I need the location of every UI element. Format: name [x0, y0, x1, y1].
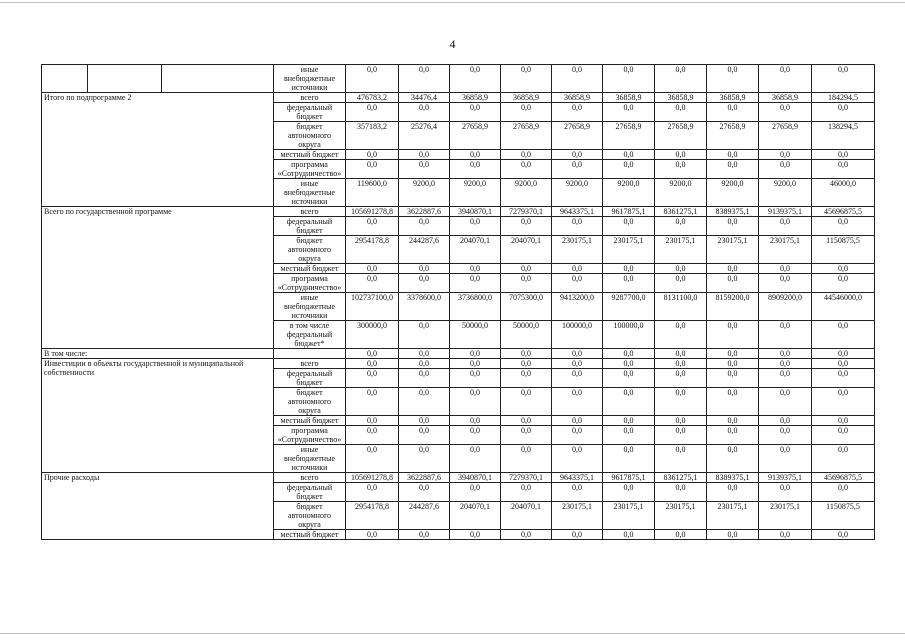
source-cell: федеральный бюджет [274, 483, 346, 502]
value-cell: 0,0 [707, 150, 759, 160]
value-cell: 45696875,5 [812, 207, 875, 217]
value-cell: 0,0 [655, 274, 707, 293]
source-cell: программа «Сотрудничество» [274, 426, 346, 445]
value-cell: 3378600,0 [399, 293, 450, 321]
top-scan-border [0, 2, 905, 3]
value-cell: 0,0 [501, 369, 552, 388]
value-cell: 9643375,1 [552, 207, 603, 217]
value-cell: 0,0 [812, 483, 875, 502]
value-cell: 0,0 [655, 483, 707, 502]
value-cell: 0,0 [707, 264, 759, 274]
value-cell: 0,0 [450, 103, 501, 122]
value-cell: 0,0 [552, 530, 603, 540]
value-cell: 0,0 [603, 274, 655, 293]
value-cell: 0,0 [655, 264, 707, 274]
value-cell: 3736800,0 [450, 293, 501, 321]
value-cell: 230175,1 [603, 236, 655, 264]
value-cell: 0,0 [603, 359, 655, 369]
section-label: Прочие расходы [42, 473, 274, 540]
value-cell: 36858,9 [655, 93, 707, 103]
value-cell: 0,0 [346, 103, 399, 122]
value-cell: 204070,1 [450, 236, 501, 264]
value-cell: 0,0 [552, 160, 603, 179]
value-cell: 0,0 [346, 359, 399, 369]
value-cell: 119600,0 [346, 179, 399, 207]
value-cell: 300000,0 [346, 321, 399, 349]
value-cell: 0,0 [552, 264, 603, 274]
value-cell: 230175,1 [759, 502, 812, 530]
value-cell: 0,0 [759, 426, 812, 445]
value-cell: 0,0 [655, 160, 707, 179]
value-cell: 0,0 [812, 426, 875, 445]
table-row [42, 207, 875, 217]
value-cell: 46000,0 [812, 179, 875, 207]
value-cell: 0,0 [603, 369, 655, 388]
value-cell: 0,0 [812, 416, 875, 426]
budget-table [41, 64, 875, 540]
table-row [42, 65, 875, 93]
value-cell: 230175,1 [655, 236, 707, 264]
value-cell: 0,0 [399, 349, 450, 359]
value-cell: 0,0 [603, 483, 655, 502]
value-cell: 9200,0 [450, 179, 501, 207]
source-cell: бюджет автономного округа [274, 502, 346, 530]
value-cell: 3940870,1 [450, 207, 501, 217]
value-cell: 0,0 [399, 483, 450, 502]
value-cell: 0,0 [552, 359, 603, 369]
value-cell: 9200,0 [603, 179, 655, 207]
value-cell: 0,0 [603, 65, 655, 93]
value-cell: 0,0 [812, 264, 875, 274]
value-cell: 204070,1 [501, 502, 552, 530]
value-cell: 3622887,6 [399, 473, 450, 483]
value-cell: 0,0 [603, 530, 655, 540]
value-cell: 8389375,1 [707, 207, 759, 217]
value-cell: 0,0 [552, 416, 603, 426]
value-cell: 0,0 [501, 388, 552, 416]
value-cell: 0,0 [501, 103, 552, 122]
value-cell: 230175,1 [655, 502, 707, 530]
section-label: В том числе: [42, 349, 274, 359]
value-cell: 0,0 [707, 103, 759, 122]
value-cell: 0,0 [552, 445, 603, 473]
value-cell: 0,0 [346, 445, 399, 473]
value-cell: 0,0 [655, 150, 707, 160]
value-cell: 0,0 [655, 103, 707, 122]
value-cell: 0,0 [399, 388, 450, 416]
source-cell: местный бюджет [274, 264, 346, 274]
source-cell: всего [274, 93, 346, 103]
value-cell: 0,0 [501, 217, 552, 236]
value-cell: 100000,0 [603, 321, 655, 349]
value-cell: 7279370,1 [501, 207, 552, 217]
value-cell: 0,0 [346, 264, 399, 274]
value-cell: 0,0 [552, 388, 603, 416]
value-cell: 100000,0 [552, 321, 603, 349]
value-cell: 0,0 [450, 349, 501, 359]
value-cell: 9200,0 [655, 179, 707, 207]
value-cell: 0,0 [346, 416, 399, 426]
value-cell: 9200,0 [399, 179, 450, 207]
source-cell: всего [274, 473, 346, 483]
value-cell: 0,0 [655, 369, 707, 388]
value-cell: 357183,2 [346, 122, 399, 150]
empty-cell [88, 65, 162, 93]
value-cell: 0,0 [450, 426, 501, 445]
table-row [42, 93, 875, 103]
value-cell: 0,0 [501, 416, 552, 426]
value-cell: 9617875,1 [603, 207, 655, 217]
value-cell: 0,0 [812, 530, 875, 540]
value-cell: 0,0 [399, 416, 450, 426]
value-cell: 0,0 [707, 217, 759, 236]
value-cell: 36858,9 [450, 93, 501, 103]
value-cell: 27658,9 [501, 122, 552, 150]
value-cell: 0,0 [450, 530, 501, 540]
value-cell: 105691278,8 [346, 207, 399, 217]
value-cell: 0,0 [501, 65, 552, 93]
value-cell: 0,0 [655, 321, 707, 349]
value-cell: 0,0 [399, 217, 450, 236]
value-cell: 0,0 [707, 160, 759, 179]
value-cell: 0,0 [759, 359, 812, 369]
value-cell: 0,0 [759, 217, 812, 236]
source-cell: федеральный бюджет [274, 369, 346, 388]
value-cell: 230175,1 [759, 236, 812, 264]
value-cell: 0,0 [759, 369, 812, 388]
table-row [42, 473, 875, 483]
value-cell: 36858,9 [603, 93, 655, 103]
value-cell: 0,0 [655, 426, 707, 445]
value-cell: 0,0 [501, 264, 552, 274]
value-cell: 0,0 [552, 483, 603, 502]
value-cell: 230175,1 [552, 502, 603, 530]
value-cell: 9643375,1 [552, 473, 603, 483]
value-cell: 0,0 [759, 103, 812, 122]
value-cell: 0,0 [450, 445, 501, 473]
value-cell: 0,0 [707, 349, 759, 359]
value-cell: 0,0 [399, 264, 450, 274]
value-cell: 9413200,0 [552, 293, 603, 321]
value-cell: 0,0 [450, 388, 501, 416]
value-cell: 0,0 [812, 388, 875, 416]
value-cell: 230175,1 [552, 236, 603, 264]
value-cell: 0,0 [450, 369, 501, 388]
value-cell: 0,0 [812, 150, 875, 160]
source-cell: иные внебюджетные источники [274, 293, 346, 321]
value-cell: 36858,9 [552, 93, 603, 103]
empty-cell [42, 65, 88, 93]
page-number: 4 [449, 37, 456, 51]
value-cell: 0,0 [501, 426, 552, 445]
value-cell: 0,0 [812, 369, 875, 388]
value-cell: 0,0 [759, 150, 812, 160]
value-cell: 8159200,0 [707, 293, 759, 321]
source-cell: местный бюджет [274, 150, 346, 160]
value-cell: 0,0 [346, 426, 399, 445]
value-cell: 9139375,1 [759, 207, 812, 217]
value-cell: 3622887,6 [399, 207, 450, 217]
value-cell: 0,0 [346, 530, 399, 540]
value-cell: 0,0 [552, 349, 603, 359]
value-cell: 45696875,5 [812, 473, 875, 483]
value-cell: 0,0 [707, 65, 759, 93]
value-cell: 36858,9 [501, 93, 552, 103]
value-cell: 0,0 [707, 426, 759, 445]
source-cell: иные внебюджетные источники [274, 179, 346, 207]
table-row [42, 359, 875, 369]
source-cell: программа «Сотрудничество» [274, 274, 346, 293]
value-cell: 0,0 [759, 160, 812, 179]
value-cell: 0,0 [399, 150, 450, 160]
value-cell: 0,0 [346, 65, 399, 93]
value-cell: 27658,9 [603, 122, 655, 150]
value-cell: 204070,1 [450, 502, 501, 530]
value-cell: 0,0 [603, 150, 655, 160]
value-cell: 0,0 [707, 274, 759, 293]
value-cell: 0,0 [399, 445, 450, 473]
section-label: Инвестиции в объекты государственной и муниципальной собственности [42, 359, 274, 473]
value-cell: 0,0 [812, 160, 875, 179]
value-cell: 2954178,8 [346, 502, 399, 530]
value-cell: 0,0 [399, 65, 450, 93]
value-cell: 0,0 [655, 359, 707, 369]
source-cell: в том числе федеральный бюджет* [274, 321, 346, 349]
source-cell: местный бюджет [274, 416, 346, 426]
section-label: Всего по государственной программе [42, 207, 274, 349]
value-cell: 0,0 [812, 359, 875, 369]
value-cell: 0,0 [707, 359, 759, 369]
value-cell: 0,0 [346, 217, 399, 236]
value-cell: 27658,9 [450, 122, 501, 150]
source-cell [274, 349, 346, 359]
value-cell: 8909200,0 [759, 293, 812, 321]
value-cell: 0,0 [603, 103, 655, 122]
empty-cell [162, 65, 274, 93]
value-cell: 34476,4 [399, 93, 450, 103]
value-cell: 105691278,8 [346, 473, 399, 483]
table-row [42, 349, 875, 359]
value-cell: 1150875,5 [812, 236, 875, 264]
value-cell: 0,0 [759, 65, 812, 93]
value-cell: 0,0 [346, 349, 399, 359]
value-cell: 102737100,0 [346, 293, 399, 321]
source-cell: бюджет автономного округа [274, 122, 346, 150]
section-label: Итого по подпрограмме 2 [42, 93, 274, 207]
value-cell: 36858,9 [759, 93, 812, 103]
value-cell: 0,0 [399, 359, 450, 369]
value-cell: 0,0 [655, 217, 707, 236]
value-cell: 0,0 [759, 274, 812, 293]
value-cell: 0,0 [812, 321, 875, 349]
source-cell: всего [274, 207, 346, 217]
value-cell: 9200,0 [707, 179, 759, 207]
source-cell: иные внебюджетные источники [274, 445, 346, 473]
value-cell: 0,0 [707, 388, 759, 416]
value-cell: 0,0 [346, 160, 399, 179]
value-cell: 0,0 [603, 264, 655, 274]
value-cell: 0,0 [552, 369, 603, 388]
value-cell: 0,0 [399, 369, 450, 388]
value-cell: 0,0 [501, 160, 552, 179]
value-cell: 230175,1 [707, 502, 759, 530]
value-cell: 0,0 [707, 369, 759, 388]
value-cell: 9287700,0 [603, 293, 655, 321]
value-cell: 0,0 [501, 445, 552, 473]
value-cell: 0,0 [450, 483, 501, 502]
value-cell: 36858,9 [707, 93, 759, 103]
value-cell: 0,0 [399, 274, 450, 293]
value-cell: 244287,6 [399, 236, 450, 264]
value-cell: 0,0 [450, 264, 501, 274]
value-cell: 0,0 [501, 530, 552, 540]
value-cell: 50000,0 [450, 321, 501, 349]
source-cell: федеральный бюджет [274, 217, 346, 236]
value-cell: 0,0 [759, 483, 812, 502]
value-cell: 0,0 [399, 321, 450, 349]
value-cell: 0,0 [399, 160, 450, 179]
source-cell: бюджет автономного округа [274, 236, 346, 264]
value-cell: 0,0 [399, 426, 450, 445]
value-cell: 244287,6 [399, 502, 450, 530]
value-cell: 0,0 [552, 150, 603, 160]
value-cell: 8361275,1 [655, 473, 707, 483]
value-cell: 0,0 [707, 483, 759, 502]
value-cell: 0,0 [655, 388, 707, 416]
value-cell: 0,0 [655, 530, 707, 540]
source-cell: программа «Сотрудничество» [274, 160, 346, 179]
value-cell: 0,0 [501, 274, 552, 293]
value-cell: 0,0 [501, 150, 552, 160]
value-cell: 0,0 [812, 217, 875, 236]
value-cell: 8361275,1 [655, 207, 707, 217]
value-cell: 44546000,0 [812, 293, 875, 321]
value-cell: 2954178,8 [346, 236, 399, 264]
value-cell: 0,0 [450, 65, 501, 93]
value-cell: 9200,0 [759, 179, 812, 207]
value-cell: 0,0 [552, 103, 603, 122]
source-cell: иные внебюджетные источники [274, 65, 346, 93]
value-cell: 0,0 [603, 388, 655, 416]
value-cell: 0,0 [552, 217, 603, 236]
value-cell: 0,0 [450, 274, 501, 293]
value-cell: 9200,0 [501, 179, 552, 207]
value-cell: 0,0 [759, 349, 812, 359]
value-cell: 7075300,0 [501, 293, 552, 321]
value-cell: 0,0 [655, 445, 707, 473]
value-cell: 9617875,1 [603, 473, 655, 483]
value-cell: 0,0 [655, 65, 707, 93]
value-cell: 0,0 [346, 388, 399, 416]
value-cell: 0,0 [603, 416, 655, 426]
value-cell: 0,0 [450, 416, 501, 426]
value-cell: 0,0 [759, 530, 812, 540]
value-cell: 0,0 [603, 217, 655, 236]
value-cell: 27658,9 [552, 122, 603, 150]
value-cell: 0,0 [346, 274, 399, 293]
source-cell: местный бюджет [274, 530, 346, 540]
value-cell: 3940870,1 [450, 473, 501, 483]
value-cell: 0,0 [450, 150, 501, 160]
value-cell: 25276,4 [399, 122, 450, 150]
value-cell: 230175,1 [707, 236, 759, 264]
value-cell: 0,0 [707, 321, 759, 349]
value-cell: 0,0 [603, 426, 655, 445]
value-cell: 0,0 [759, 321, 812, 349]
value-cell: 0,0 [501, 359, 552, 369]
value-cell: 27658,9 [707, 122, 759, 150]
value-cell: 8131100,0 [655, 293, 707, 321]
value-cell: 0,0 [759, 445, 812, 473]
value-cell: 138294,5 [812, 122, 875, 150]
value-cell: 0,0 [603, 160, 655, 179]
value-cell: 0,0 [346, 483, 399, 502]
value-cell: 230175,1 [603, 502, 655, 530]
value-cell: 0,0 [552, 426, 603, 445]
value-cell: 0,0 [759, 264, 812, 274]
value-cell: 27658,9 [759, 122, 812, 150]
source-cell: бюджет автономного округа [274, 388, 346, 416]
bottom-scan-border [0, 633, 905, 634]
value-cell: 0,0 [812, 274, 875, 293]
value-cell: 0,0 [346, 369, 399, 388]
value-cell: 476783,2 [346, 93, 399, 103]
value-cell: 8389375,1 [707, 473, 759, 483]
value-cell: 0,0 [655, 349, 707, 359]
value-cell: 0,0 [501, 349, 552, 359]
value-cell: 0,0 [812, 349, 875, 359]
value-cell: 9200,0 [552, 179, 603, 207]
value-cell: 0,0 [450, 217, 501, 236]
value-cell: 0,0 [399, 103, 450, 122]
value-cell: 0,0 [603, 445, 655, 473]
value-cell: 1150875,5 [812, 502, 875, 530]
value-cell: 0,0 [450, 160, 501, 179]
value-cell: 0,0 [812, 445, 875, 473]
value-cell: 0,0 [552, 65, 603, 93]
value-cell: 0,0 [812, 103, 875, 122]
value-cell: 184294,5 [812, 93, 875, 103]
value-cell: 0,0 [603, 349, 655, 359]
value-cell: 7279370,1 [501, 473, 552, 483]
value-cell: 27658,9 [655, 122, 707, 150]
value-cell: 0,0 [759, 388, 812, 416]
value-cell: 0,0 [655, 416, 707, 426]
source-cell: федеральный бюджет [274, 103, 346, 122]
value-cell: 0,0 [707, 416, 759, 426]
value-cell: 0,0 [552, 274, 603, 293]
value-cell: 0,0 [346, 150, 399, 160]
value-cell: 204070,1 [501, 236, 552, 264]
value-cell: 0,0 [450, 359, 501, 369]
value-cell: 0,0 [759, 416, 812, 426]
value-cell: 50000,0 [501, 321, 552, 349]
source-cell: всего [274, 359, 346, 369]
value-cell: 0,0 [501, 483, 552, 502]
value-cell: 0,0 [707, 530, 759, 540]
value-cell: 0,0 [812, 65, 875, 93]
value-cell: 9139375,1 [759, 473, 812, 483]
value-cell: 0,0 [707, 445, 759, 473]
value-cell: 0,0 [399, 530, 450, 540]
